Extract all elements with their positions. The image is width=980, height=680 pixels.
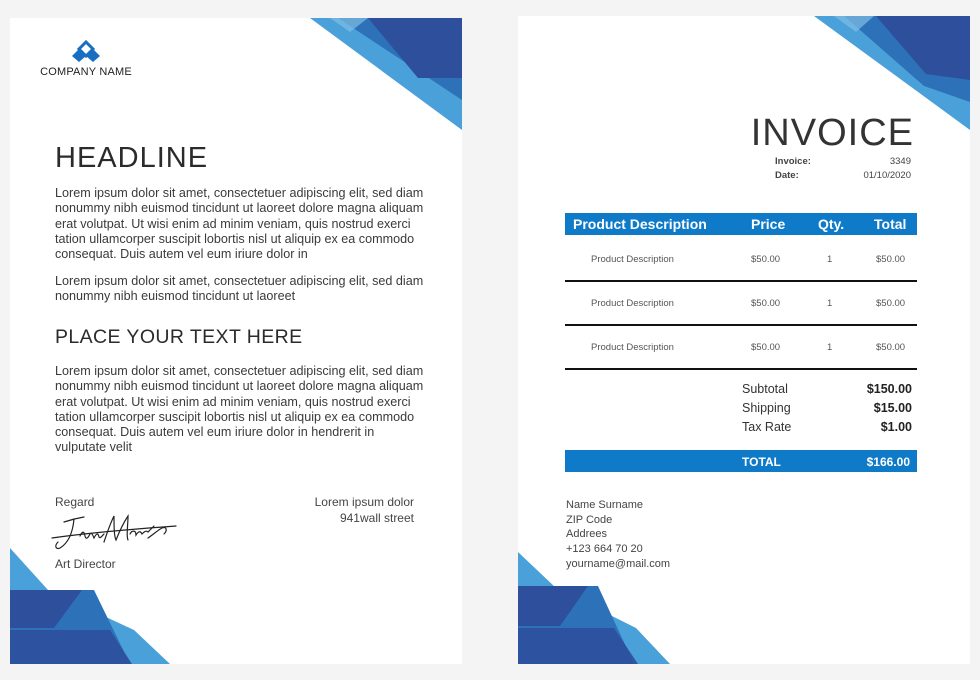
company-logo	[38, 40, 134, 78]
contact-email: yourname@mail.com	[566, 557, 671, 570]
body-paragraph-2: Lorem ipsum dolor sit amet, consectetuer adipiscing elit, sed diam nonummy nibh euismod tincidunt ut laoreet	[55, 274, 424, 304]
body-paragraph-3: Lorem ipsum dolor sit amet, consectetuer adipiscing elit, sed diam nonummy nibh euismod tincidunt ut laoreet dolore magna aliquam erat volutpat. Ut wisi enim ad minim veniam, quis nostrud exerci tation ullamcorper suscipit lobortis nisl ut aliquip ex ea commodo consequat. Duis autem vel eum iriure dolor in hendrerit in vulputate velit	[55, 364, 424, 455]
table-row	[565, 324, 917, 370]
corner-decoration-top	[310, 18, 462, 130]
subtotal-label: Subtotal	[742, 382, 788, 396]
contact-address: Addrees	[566, 528, 607, 541]
row-description: Product Description	[591, 254, 674, 265]
diamond-logo-icon	[71, 40, 101, 62]
table-row	[565, 280, 917, 326]
invoice-title: INVOICE	[750, 112, 914, 154]
subheading: PLACE YOUR TEXT HERE	[55, 326, 303, 348]
contact-zip: ZIP Code	[566, 513, 613, 526]
letterhead-page	[10, 18, 462, 664]
row-qty: 1	[827, 298, 833, 309]
address-line-2: 941wall street	[339, 510, 414, 525]
corner-decoration-bottom	[518, 552, 670, 664]
company-name: COMPANY NAME	[40, 66, 132, 78]
invoice-date: 01/10/2020	[863, 170, 911, 181]
address-line-1: Lorem ipsum dolor	[314, 495, 414, 509]
column-header-qty: Qty.	[818, 216, 845, 232]
invoice-number-label: Invoice:	[775, 156, 811, 167]
total-bar	[565, 450, 917, 472]
table-row	[565, 236, 917, 282]
contact-phone: +123 664 70 20	[566, 543, 643, 556]
row-qty: 1	[827, 254, 833, 265]
tax-value: $1.00	[880, 420, 912, 434]
row-total: $50.00	[876, 342, 906, 353]
invoice-date-label: Date:	[775, 170, 799, 181]
row-price: $50.00	[751, 342, 781, 353]
body-paragraph-1: Lorem ipsum dolor sit amet, consectetuer adipiscing elit, sed diam nonummy nibh euismod tincidunt ut laoreet dolore magna aliquam erat volutpat. Ut wisi enim ad minim veniam, quis nostrud exerci tation ullamcorper suscipit lobortis nisl ut aliquip ex ea commodo consequat. Duis autem vel eum iriure dolor in	[55, 186, 424, 262]
row-total: $50.00	[876, 254, 906, 265]
signer-title: Art Director	[55, 557, 116, 571]
row-total: $50.00	[876, 298, 906, 309]
total-label: TOTAL	[742, 455, 781, 469]
shipping-value: $15.00	[873, 401, 912, 415]
table-header	[565, 213, 917, 235]
subtotal-value: $150.00	[866, 382, 912, 396]
invoice-page	[518, 16, 970, 664]
shipping-label: Shipping	[742, 401, 791, 415]
column-header-description: Product Description	[573, 216, 707, 232]
total-value: $166.00	[866, 455, 910, 469]
row-price: $50.00	[751, 254, 781, 265]
contact-name: Name Surname	[566, 499, 644, 511]
corner-decoration-bottom	[10, 548, 170, 664]
row-description: Product Description	[591, 298, 674, 309]
tax-label: Tax Rate	[742, 420, 792, 434]
regard-label: Regard	[55, 495, 95, 509]
sender-address	[315, 495, 414, 526]
invoice-number: 3349	[889, 156, 911, 167]
headline: HEADLINE	[55, 142, 209, 174]
column-header-price: Price	[751, 216, 786, 232]
row-qty: 1	[827, 342, 833, 353]
column-header-total: Total	[874, 216, 907, 232]
row-price: $50.00	[751, 298, 781, 309]
row-description: Product Description	[591, 342, 674, 353]
